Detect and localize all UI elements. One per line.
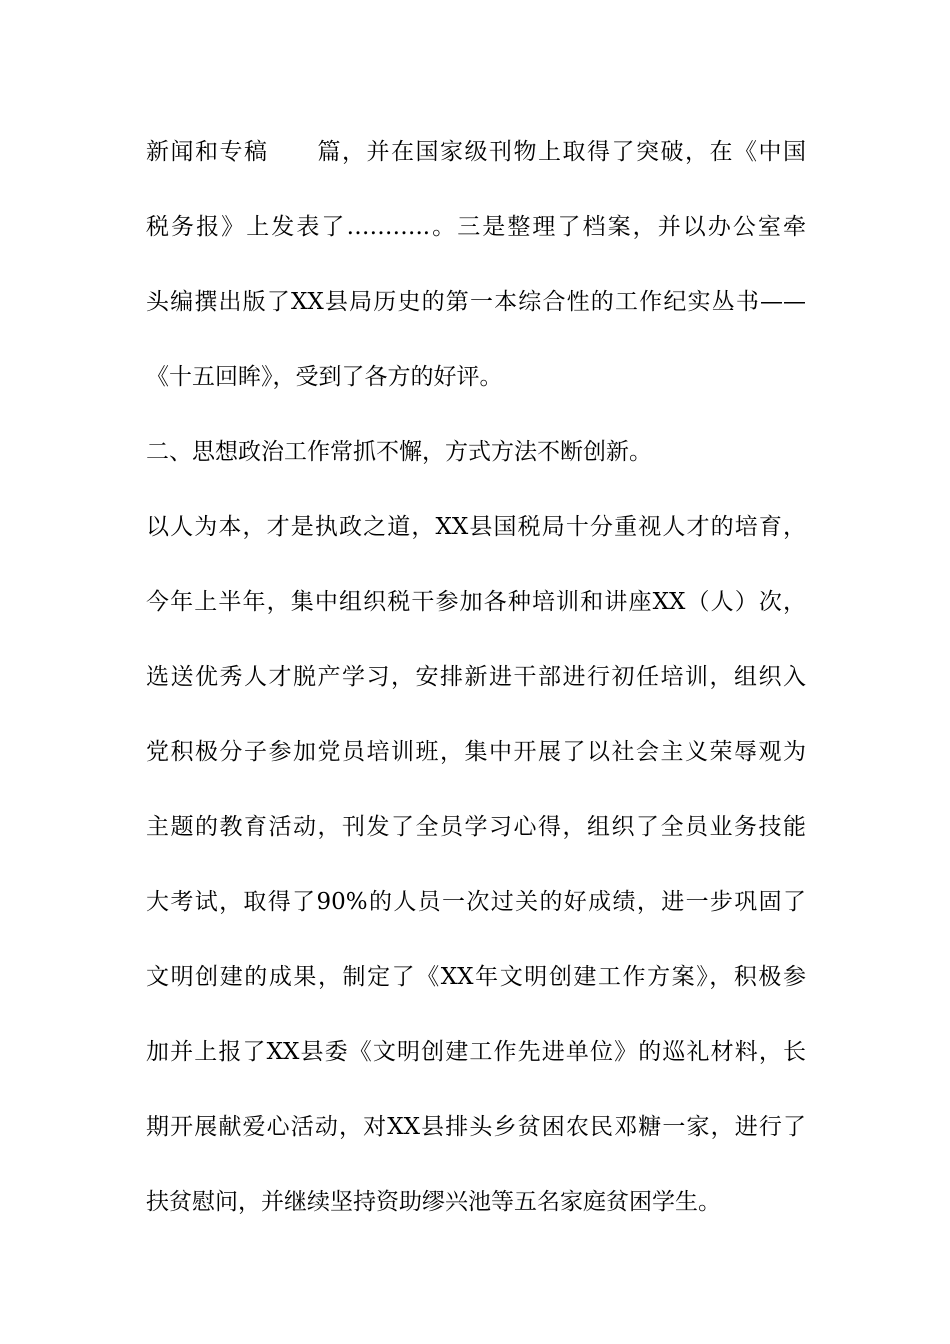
- text-line-4: 《十五回眸》，受到了各方的好评。: [146, 364, 503, 390]
- text-line-9: 党积极分子参加党员培训班，集中开展了以社会主义荣辱观为: [146, 739, 806, 765]
- text-line-10: 主题的教育活动，刊发了全员学习心得，组织了全员业务技能: [146, 814, 806, 840]
- text-line-1: 新闻和专稿 篇，并在国家级刊物上取得了突破，在《中国: [146, 139, 806, 165]
- section-heading: 二、思想政治工作常抓不懈，方式方法不断创新。: [146, 439, 652, 465]
- text-line-2: 税务报》上发表了………..。三是整理了档案，并以办公室牵: [146, 214, 806, 240]
- text-line-13: 加并上报了XX县委《文明创建工作先进单位》的巡礼材料，长: [146, 1039, 806, 1065]
- text-line-15: 扶贫慰问，并继续坚持资助缪兴池等五名家庭贫困学生。: [146, 1189, 721, 1215]
- text-line-7: 今年上半年，集中组织税干参加各种培训和讲座XX（人）次，: [146, 589, 806, 615]
- text-line-12: 文明创建的成果，制定了《XX年文明创建工作方案》，积极参: [146, 964, 806, 990]
- text-line-6: 以人为本，才是执政之道，XX县国税局十分重视人才的培育，: [146, 514, 806, 540]
- text-line-11: 大考试，取得了90%的人员一次过关的好成绩，进一步巩固了: [146, 889, 806, 915]
- text-line-8: 选送优秀人才脱产学习，安排新进干部进行初任培训，组织入: [146, 664, 806, 690]
- text-line-14: 期开展献爱心活动，对XX县排头乡贫困农民邓糖一家，进行了: [146, 1114, 806, 1140]
- text-line-3: 头编撰出版了XX县局历史的第一本综合性的工作纪实丛书——: [146, 289, 806, 315]
